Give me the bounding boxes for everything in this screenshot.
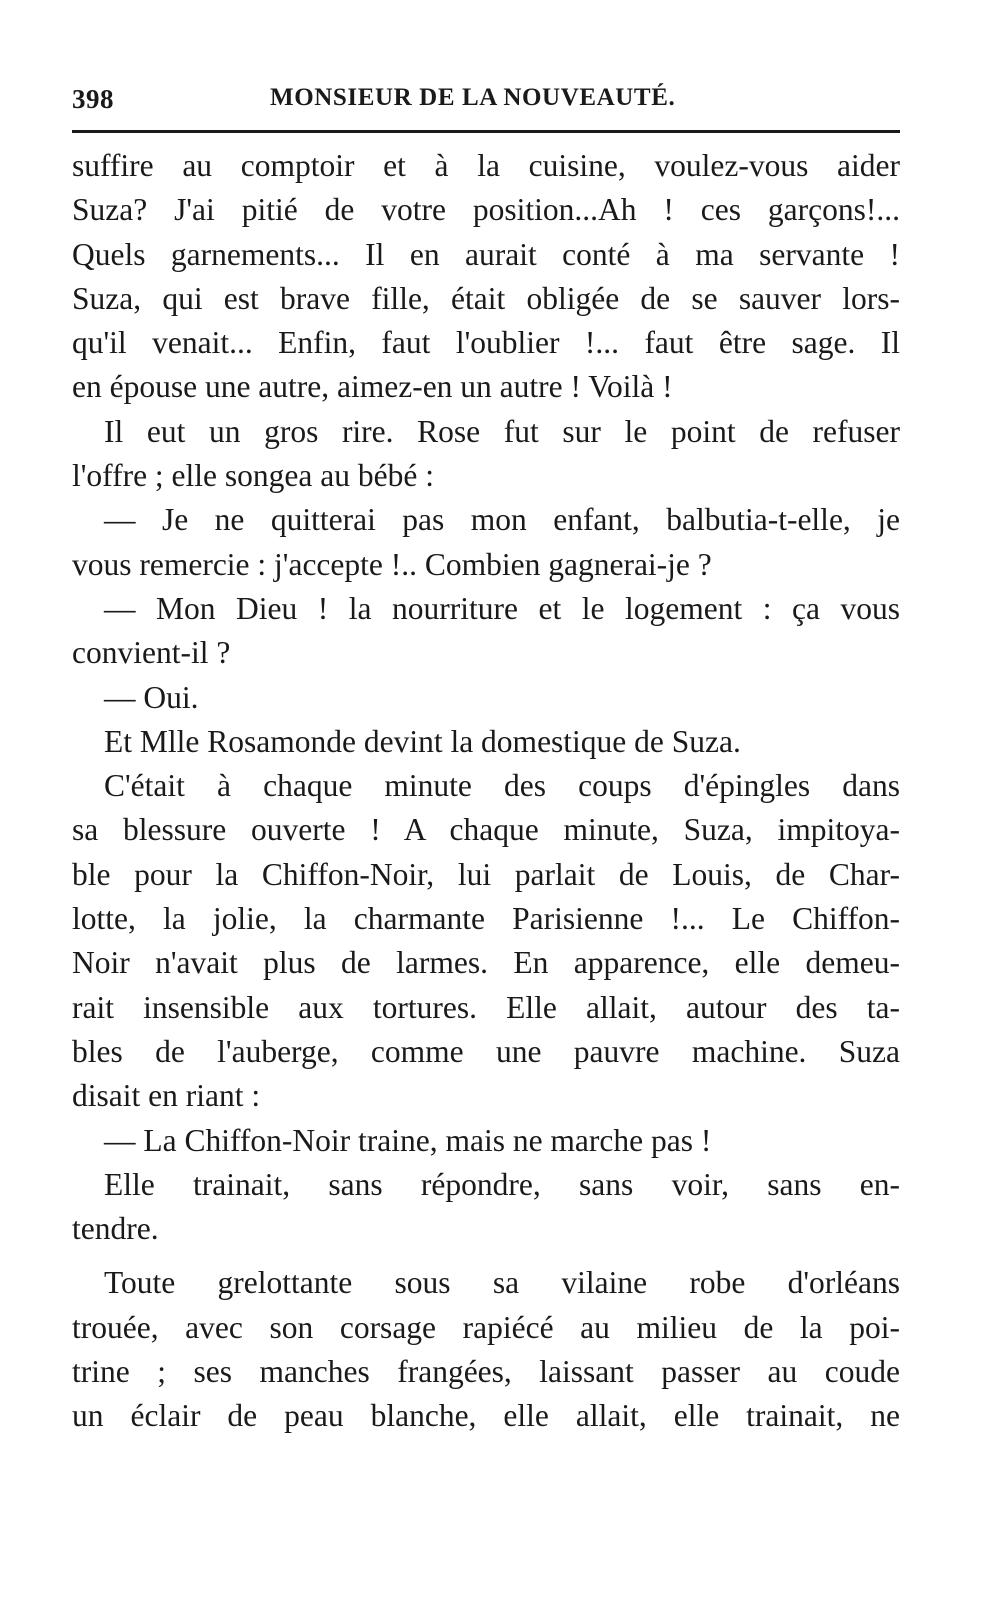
- text-line: un éclair de peau blanche, elle allait, elle trainait, ne: [72, 1398, 900, 1434]
- text-line: sa blessure ouverte ! A chaque minute, Suza, impitoya-: [72, 812, 900, 848]
- text-line: qu'il venait... Enfin, faut l'oublier !... faut être sage. Il: [72, 325, 900, 361]
- text-line: vous remercie : j'accepte !.. Combien gagnerai-je ?: [72, 546, 712, 582]
- text-line: Il eut un gros rire. Rose fut sur le point de refuser: [104, 413, 900, 449]
- text-line: Suza? J'ai pitié de votre position...Ah ! ces garçons!...: [72, 192, 900, 228]
- text-line: — Mon Dieu ! la nourriture et le logement : ça vous: [104, 590, 900, 626]
- text-line: rait insensible aux tortures. Elle allait, autour des ta-: [72, 989, 900, 1025]
- text-line: convient-il ?: [72, 635, 231, 671]
- text-line: — La Chiffon-Noir traine, mais ne marche pas !: [104, 1122, 712, 1158]
- body-text: [72, 144, 900, 1439]
- text-line: bles de l'auberge, comme une pauvre machine. Suza: [72, 1033, 900, 1069]
- text-line: Toute grelottante sous sa vilaine robe d'orléans: [104, 1265, 900, 1301]
- text-line: Quels garnements... Il en aurait conté à ma servante !: [72, 236, 900, 272]
- text-line: Elle trainait, sans répondre, sans voir, sans en-: [104, 1166, 900, 1202]
- text-line: lotte, la jolie, la charmante Parisienne !... Le Chiffon-: [72, 901, 900, 937]
- running-head: [72, 84, 902, 118]
- text-line: l'offre ; elle songea au bébé :: [72, 458, 434, 494]
- text-line: trouée, avec son corsage rapiécé au milieu de la poi-: [72, 1309, 900, 1345]
- text-line: tendre.: [72, 1211, 159, 1247]
- text-line: C'était à chaque minute des coups d'épingles dans: [104, 768, 900, 804]
- text-line: — Oui.: [104, 679, 199, 715]
- text-line: Et Mlle Rosamonde devint la domestique de Suza.: [104, 723, 741, 759]
- running-title: MONSIEUR DE LA NOUVEAUTÉ.: [270, 84, 676, 111]
- header-rule: [72, 130, 900, 133]
- page-number: 398: [72, 84, 114, 114]
- text-line: ble pour la Chiffon-Noir, lui parlait de Louis, de Char-: [72, 856, 900, 892]
- text-line: — Je ne quitterai pas mon enfant, balbutia-t-elle, je: [104, 502, 900, 538]
- text-line: suffire au comptoir et à la cuisine, voulez-vous aider: [72, 148, 900, 183]
- text-line: en épouse une autre, aimez-en un autre ! Voilà !: [72, 369, 673, 405]
- text-line: disait en riant :: [72, 1078, 261, 1114]
- text-line: trine ; ses manches frangées, laissant passer au coude: [72, 1354, 900, 1390]
- text-line: Noir n'avait plus de larmes. En apparence, elle demeu-: [72, 945, 900, 981]
- text-line: Suza, qui est brave fille, était obligée de se sauver lors-: [72, 280, 900, 316]
